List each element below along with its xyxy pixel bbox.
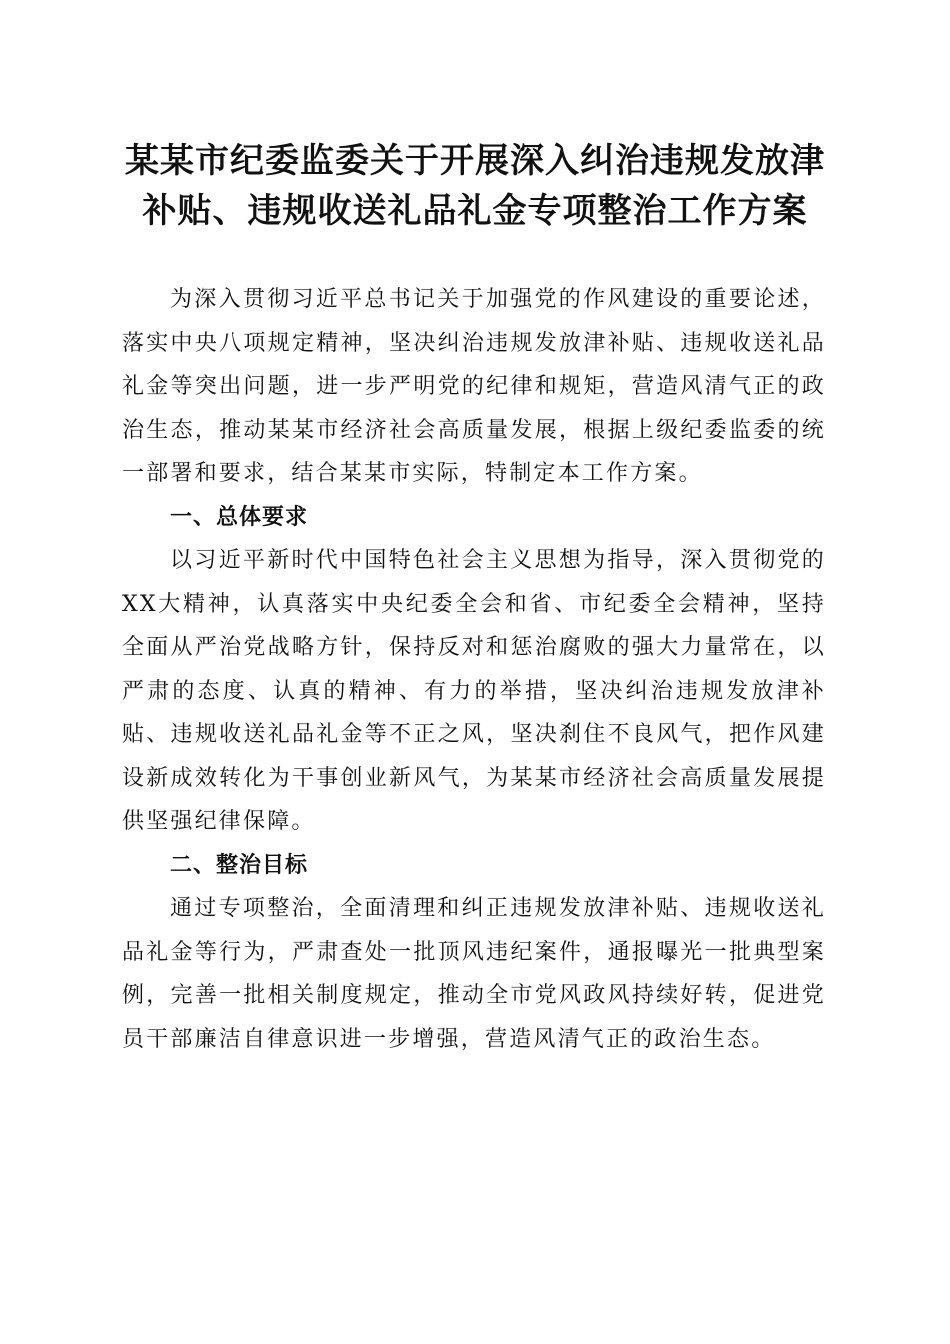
document-title [80, 136, 870, 236]
section-heading-goals: 二、整治目标 [170, 852, 309, 878]
section-paragraph-goals: 通过专项整治，全面清理和纠正违规发放津补贴、违规收送礼品礼金等行为，严肃查处一批顶风违纪案件，通报曝光一批典型案例，完善一批相关制度规定，推动全市党风政风持续好转，促进党员干部廉洁自律意识进一步增强，营造风清气正的政治生态。 [122, 896, 826, 1052]
section-heading-general-requirements: 一、总体要求 [170, 504, 309, 530]
section-paragraph-general-requirements: 以习近平新时代中国特色社会主义思想为指导，深入贯彻党的XX大精神，认真落实中央纪委全会和省、市纪委全会精神，坚持全面从严治党战略方针，保持反对和惩治腐败的强大力量常在，以严肃的态度、认真的精神、有力的举措，坚决纠治违规发放津补贴、违规收送礼品礼金等不正之风，坚决刹住不良风气，把作风建设新成效转化为干事创业新风气，为某某市经济社会高质量发展提供坚强纪律保障。 [122, 548, 826, 834]
title-line-1: 某某市纪委监委关于开展深入纠治违规发放津 [125, 141, 825, 181]
title-line-2: 补贴、违规收送礼品礼金专项整治工作方案 [142, 191, 808, 231]
document-body [122, 278, 826, 1061]
intro-paragraph: 为深入贯彻习近平总书记关于加强党的作风建设的重要论述，落实中央八项规定精神，坚决纠治违规发放津补贴、违规收送礼品礼金等突出问题，进一步严明党的纪律和规矩，营造风清气正的政治生态，推动某某市经济社会高质量发展，根据上级纪委监委的统一部署和要求，结合某某市实际，特制定本工作方案。 [122, 287, 826, 486]
